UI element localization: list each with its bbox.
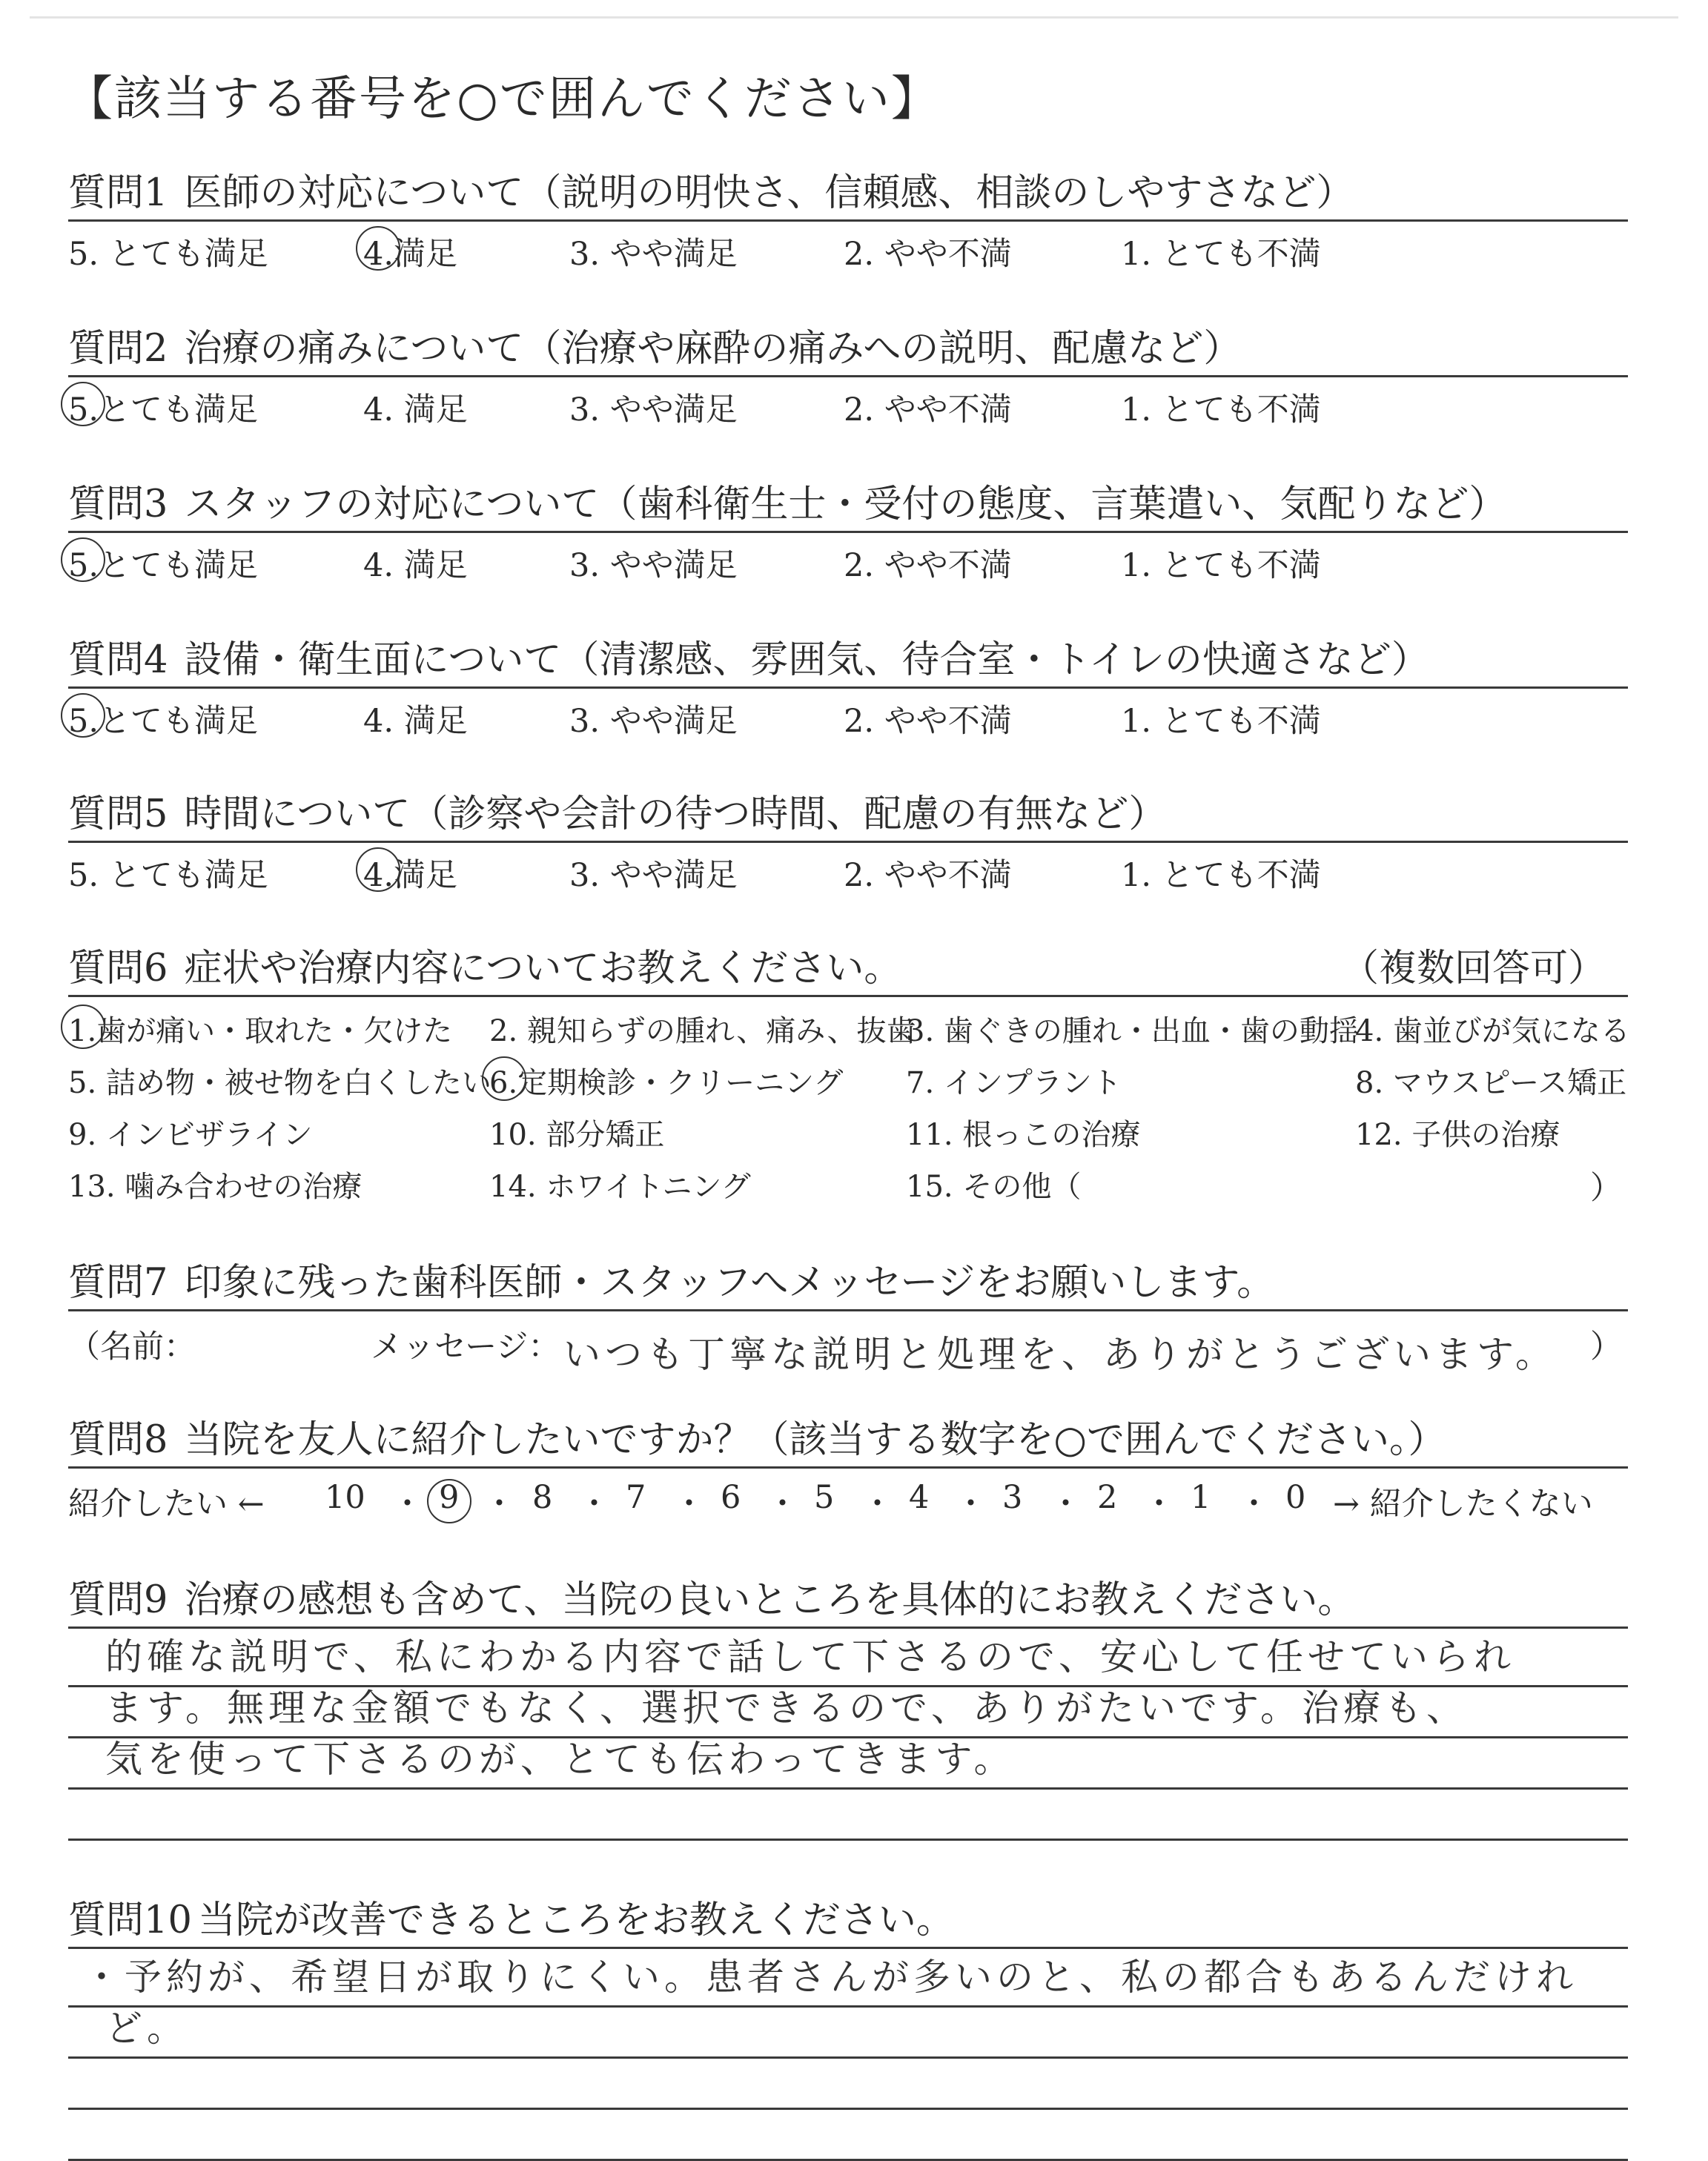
option-3[interactable]: 3. やや満足: [569, 391, 738, 428]
scale-dot: ・: [391, 1486, 423, 1523]
scale-7[interactable]: 7: [626, 1479, 646, 1516]
question-text: 時間について（診察や会計の待つ時間、配慮の有無など）: [184, 792, 1167, 836]
question-7: [68, 1251, 1628, 1376]
question-text: 設備・衛生面について（清潔感、雰囲気、待合室・トイレの快適さなど）: [184, 638, 1429, 682]
option-5[interactable]: 5.とても満足: [68, 540, 258, 586]
scale-left-label: 紹介したい ←: [68, 1486, 265, 1523]
option-1[interactable]: 1. とても不満: [1121, 547, 1321, 584]
symptom-option-6[interactable]: 6.定期検診・クリーニング: [489, 1059, 843, 1102]
option-3[interactable]: 3. やや満足: [569, 236, 738, 273]
scale-2[interactable]: 2: [1097, 1479, 1118, 1516]
option-1[interactable]: 1. とても不満: [1121, 391, 1321, 428]
scale-dot: ・: [1143, 1486, 1175, 1523]
scale-dot: ・: [1050, 1486, 1082, 1523]
question-10: [68, 1889, 1628, 2161]
symptom-option-13[interactable]: 13. 噛み合わせの治療: [68, 1170, 363, 1204]
symptom-option-4[interactable]: 4. 歯並びが気になる: [1355, 1014, 1630, 1048]
question-label: 質問6: [68, 947, 168, 990]
scale-0[interactable]: 0: [1285, 1479, 1306, 1516]
option-2[interactable]: 2. やや不満: [844, 857, 1012, 894]
answer-line[interactable]: 気を使って下さるのが、とても伝わってきます。: [68, 1738, 1628, 1790]
rule: [68, 841, 1628, 843]
question-5: [68, 783, 1628, 896]
question-text: 印象に残った歯科医師・スタッフへメッセージをお願いします。: [184, 1261, 1275, 1305]
question-text: 医師の対応について（説明の明快さ、信頼感、相談のしやすさなど）: [184, 171, 1354, 215]
question-label: 質問3: [68, 483, 168, 526]
question-text: 当院を友人に紹介したいですか？（該当する数字を○で囲んでください。）: [184, 1418, 1446, 1462]
question-4: [68, 629, 1628, 742]
option-5[interactable]: 5.とても満足: [68, 385, 258, 430]
scale-5[interactable]: 5: [814, 1479, 835, 1516]
symptom-option-5[interactable]: 5. 詰め物・被せ物を白くしたい: [68, 1066, 491, 1100]
answer-line[interactable]: [68, 1790, 1628, 1841]
question-label: 質問8: [68, 1418, 168, 1462]
symptom-option-3[interactable]: 3. 歯ぐきの腫れ・出血・歯の動揺: [906, 1014, 1359, 1048]
scale-3[interactable]: 3: [1002, 1479, 1023, 1516]
scale-4[interactable]: 4: [909, 1479, 930, 1516]
option-2[interactable]: 2. やや不満: [844, 391, 1012, 428]
answer-line[interactable]: [68, 2059, 1628, 2110]
circle-mark: [61, 693, 105, 738]
close-paren: ）: [1590, 1170, 1622, 1207]
symptom-options: [68, 1007, 1628, 1215]
option-2[interactable]: 2. やや不満: [844, 236, 1012, 273]
question-text: 当院が改善できるところをお教えください。: [197, 1899, 954, 1942]
question-9: [68, 1569, 1628, 1841]
option-2[interactable]: 2. やや不満: [844, 703, 1012, 740]
circle-mark: [356, 847, 400, 892]
rule: [68, 531, 1628, 533]
symptom-option-15[interactable]: 15. その他（: [906, 1170, 1082, 1204]
scale-dot: ・: [955, 1486, 987, 1523]
top-border: [30, 16, 1678, 19]
referral-scale: 紹介したい ← 10 ・ 9 ・ 8 ・ 7 ・ 6 ・ 5 ・ 4 ・ 3 ・ 2 ・ 1 ・ 0 → 紹介したくない: [68, 1479, 1593, 1523]
question-label: 質問5: [68, 792, 168, 836]
scale-dot: ・: [578, 1486, 610, 1523]
option-4[interactable]: 4. 満足: [363, 703, 468, 740]
option-3[interactable]: 3. やや満足: [569, 703, 738, 740]
scale-dot: ・: [673, 1486, 705, 1523]
option-4[interactable]: 4. 満足: [363, 391, 468, 428]
symptom-option-10[interactable]: 10. 部分矯正: [489, 1118, 665, 1152]
answer-line[interactable]: ど。: [68, 2008, 1628, 2059]
option-1[interactable]: 1. とても不満: [1121, 236, 1321, 273]
scale-6[interactable]: 6: [721, 1479, 741, 1516]
symptom-option-2[interactable]: 2. 親知らずの腫れ、痛み、抜歯: [489, 1014, 916, 1048]
rule: [68, 686, 1628, 689]
option-5[interactable]: 5.とても満足: [68, 696, 258, 741]
answer-area[interactable]: [68, 1956, 1628, 2161]
question-label: 質問1: [68, 171, 168, 215]
answer-area[interactable]: [68, 1636, 1628, 1841]
answer-line[interactable]: [68, 2110, 1628, 2161]
rule: [68, 995, 1628, 997]
option-2[interactable]: 2. やや不満: [844, 547, 1012, 584]
option-5[interactable]: 5. とても満足: [68, 236, 268, 273]
scale-1[interactable]: 1: [1191, 1479, 1211, 1516]
close-paren: ）: [1590, 1328, 1622, 1366]
page-header: 【該当する番号を○で囲んでください】: [65, 72, 940, 127]
question-label: 質問10: [68, 1899, 192, 1942]
circle-mark: [61, 1005, 105, 1049]
question-6: [68, 937, 1628, 1215]
symptom-option-1[interactable]: 1.歯が痛い・取れた・欠けた: [68, 1007, 452, 1050]
scale-dot: ・: [767, 1486, 798, 1523]
question-8: [68, 1409, 1628, 1526]
question-text: 治療の感想も含めて、当院の良いところを具体的にお教えください。: [184, 1578, 1356, 1622]
symptom-option-8[interactable]: 8. マウスピース矯正: [1355, 1066, 1627, 1100]
rule: [68, 375, 1628, 377]
scale-10[interactable]: 10: [325, 1479, 365, 1516]
multiple-answer-note: （複数回答可）: [1340, 947, 1606, 990]
scale-8[interactable]: 8: [532, 1479, 553, 1516]
option-1[interactable]: 1. とても不満: [1121, 857, 1321, 894]
question-1: [68, 162, 1628, 275]
symptom-option-7[interactable]: 7. インプラント: [906, 1066, 1122, 1100]
question-label: 質問7: [68, 1261, 168, 1305]
scale-dot: ・: [861, 1486, 893, 1523]
symptom-option-9[interactable]: 9. インビザライン: [68, 1118, 313, 1152]
question-label: 質問4: [68, 638, 168, 682]
question-2: [68, 317, 1628, 431]
answer-line[interactable]: ・予約が、希望日が取りにくい。患者さんが多いのと、私の都合もあるんだけれ: [68, 1956, 1628, 2008]
option-3[interactable]: 3. やや満足: [569, 547, 738, 584]
symptom-option-12[interactable]: 12. 子供の治療: [1355, 1118, 1560, 1152]
scale-dot: ・: [1238, 1486, 1270, 1523]
circle-mark: [61, 382, 105, 426]
symptom-option-11[interactable]: 11. 根っこの治療: [906, 1118, 1141, 1152]
scale-dot: ・: [483, 1486, 515, 1523]
message-label: メッセージ：: [371, 1328, 560, 1366]
circle-mark: [482, 1056, 526, 1101]
option-4[interactable]: 4.満足: [363, 850, 457, 896]
scale-right-label: → 紹介したくない: [1333, 1486, 1593, 1523]
name-label: （名前：: [68, 1328, 196, 1366]
question-text: 症状や治療内容についてお教えください。: [184, 947, 902, 990]
answer-line[interactable]: ます。無理な金額でもなく、選択できるので、ありがたいです。治療も、: [68, 1687, 1628, 1738]
question-3: [68, 473, 1628, 586]
option-1[interactable]: 1. とても不満: [1121, 703, 1321, 740]
circle-mark: [356, 226, 400, 271]
symptom-option-14[interactable]: 14. ホワイトニング: [489, 1170, 751, 1204]
option-5[interactable]: 5. とても満足: [68, 857, 268, 894]
option-4[interactable]: 4. 満足: [363, 547, 468, 584]
question-label: 質問9: [68, 1578, 168, 1622]
rule: [68, 1309, 1628, 1311]
answer-line[interactable]: 的確な説明で、私にわかる内容で話して下さるので、安心して任せていられ: [68, 1636, 1628, 1687]
question-text: スタッフの対応について（歯科衛生士・受付の態度、言葉遣い、気配りなど）: [184, 483, 1507, 526]
rule: [68, 1466, 1628, 1469]
question-label: 質問2: [68, 327, 168, 371]
option-3[interactable]: 3. やや満足: [569, 857, 738, 894]
option-4[interactable]: 4.満足: [363, 229, 457, 274]
question-text: 治療の痛みについて（治療や麻酔の痛みへの説明、配慮など）: [184, 327, 1242, 371]
rule: [68, 219, 1628, 222]
circle-mark: [61, 537, 105, 582]
message-answer[interactable]: いつも丁寧な説明と処理を、ありがとうございます。: [563, 1333, 1557, 1376]
